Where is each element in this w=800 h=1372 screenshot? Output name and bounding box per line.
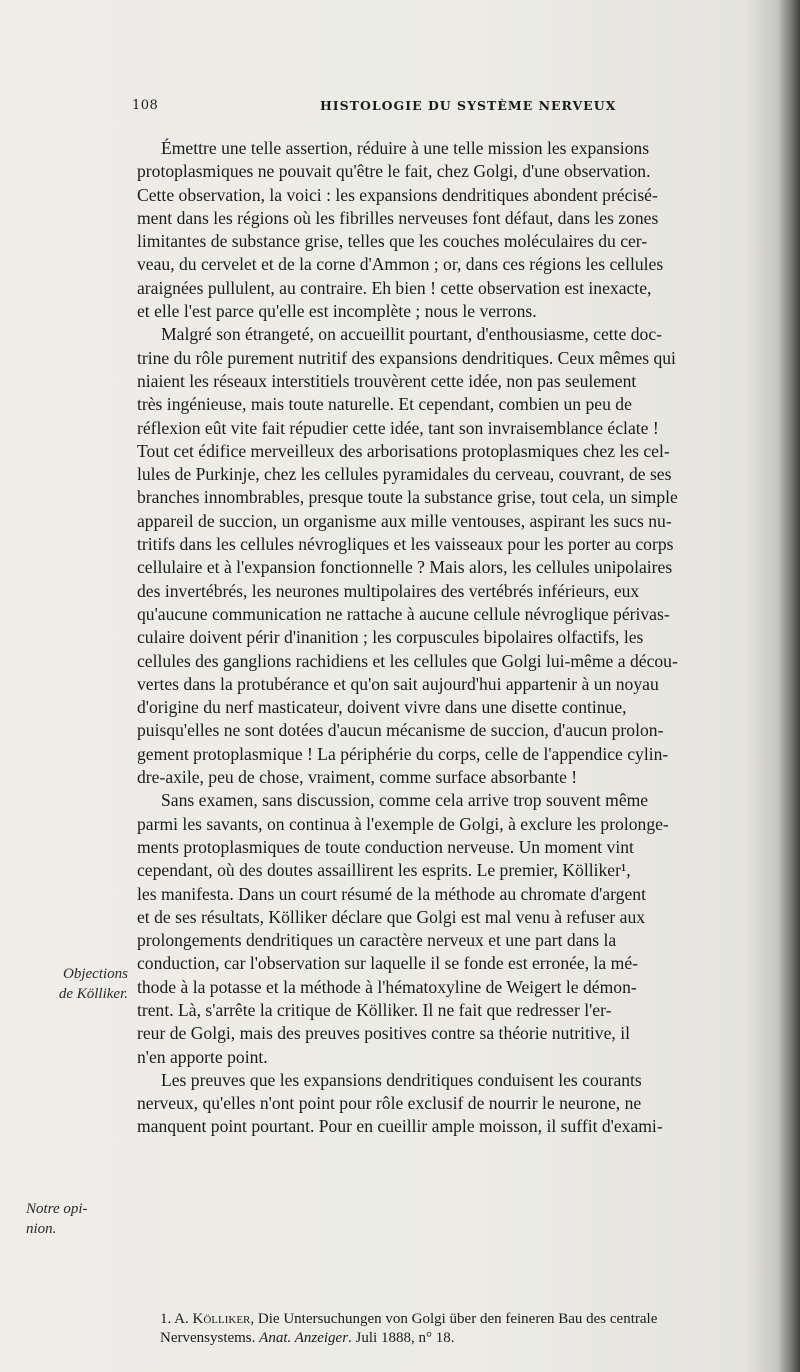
margin-note-line: de Kölliker. <box>58 986 128 1002</box>
text-line: tritifs dans les cellules névrogliques et les vaisseaux pour les porter au corps <box>137 534 674 555</box>
text-line: branches innombrables, presque toute la substance grise, tout cela, un simple <box>137 487 678 508</box>
footnote-line <box>160 1329 800 1348</box>
text-line: et de ses résultats, Kölliker déclare que Golgi est mal venu à refuser aux <box>137 906 646 927</box>
text-line: niaient les réseaux interstitiels trouvèrent cette idée, non pas seulement <box>137 370 637 391</box>
text-line: vertes dans la protubérance et qu'on sait aujourd'hui appartenir à un noyau <box>137 673 659 694</box>
footnote-line <box>160 1310 800 1329</box>
margin-note-line: Notre opi- <box>26 1201 88 1217</box>
text-line: protoplasmiques ne pouvait qu'être le fait, chez Golgi, d'une observation. <box>137 161 651 182</box>
text-line: trine du rôle purement nutritif des expansions dendritiques. Ceux mêmes qui <box>137 347 676 368</box>
text-line: Malgré son étrangeté, on accueillit pourtant, d'enthousiasme, cette doc- <box>161 324 662 345</box>
margin-note-line: Objections <box>63 966 128 982</box>
text-line: n'en apporte point. <box>137 1046 268 1067</box>
text-line: et elle l'est parce qu'elle est incomplète ; nous le verrons. <box>137 301 537 322</box>
margin-note-opinion <box>26 1199 136 1239</box>
text-line: ments protoplasmiques de toute conduction nerveuse. Un moment vint <box>137 836 634 857</box>
text-line: cependant, où des doutes assaillirent les esprits. Le premier, Kölliker¹, <box>137 860 631 881</box>
text-line: très ingénieuse, mais toute naturelle. Et cependant, combien un peu de <box>137 394 632 415</box>
footnote-author: Kölliker <box>192 1311 251 1327</box>
page-number: 108 <box>132 98 159 113</box>
text-line: appareil de succion, un organisme aux mille ventouses, aspirant les sucs nu- <box>137 510 672 531</box>
text-line: cellules des ganglions rachidiens et les cellules que Golgi lui-même a décou- <box>137 650 678 671</box>
text-line: puisqu'elles ne sont dotées d'aucun mécanisme de succion, d'aucun prolon- <box>137 720 664 741</box>
text-line: araignées pullulent, au contraire. Eh bien ! cette observation est inexacte, <box>137 277 652 298</box>
page-header <box>132 98 772 122</box>
text-line: gement protoplasmique ! La périphérie du corps, celle de l'appendice cylin- <box>137 743 669 764</box>
footnote <box>160 1310 800 1348</box>
text-line: ment dans les régions où les fibrilles nerveuses font défaut, dans les zones <box>137 207 659 228</box>
footnote-title: , Die Untersuchungen von Golgi über den feineren Bau des centrale <box>250 1311 658 1327</box>
text-line: Cette observation, la voici : les expansions dendritiques abondent précisé- <box>137 184 658 205</box>
footnote-journal: Anat. Anzeiger <box>259 1330 349 1346</box>
text-line: culaire doivent périr d'inanition ; les corpuscules bipolaires olfactifs, les <box>137 627 644 648</box>
text-line: veau, du cervelet et de la corne d'Ammon ; or, dans ces régions les cellules <box>137 254 664 275</box>
text-line: Émettre une telle assertion, réduire à une telle mission les expansions <box>161 138 650 158</box>
text-line: lules de Purkinje, chez les cellules pyramidales du cerveau, couvrant, de ses <box>137 464 672 485</box>
text-line: des invertébrés, les neurones multipolaires des vertébrés inférieurs, eux <box>137 580 640 601</box>
text-line: Les preuves que les expansions dendritiques conduisent les courants <box>161 1069 642 1090</box>
text-line: conduction, car l'observation sur laquelle il se fonde est erronée, la mé- <box>137 953 638 974</box>
footnote-title-cont: Nervensystems. <box>160 1330 260 1346</box>
text-line: d'origine du nerf masticateur, doivent vivre dans une disette continue, <box>137 697 627 718</box>
text-line: limitantes de substance grise, telles que les couches moléculaires du cer- <box>137 231 648 252</box>
text-line: trent. Là, s'arrête la critique de Kölliker. Il ne fait que redresser l'er- <box>137 999 612 1020</box>
text-line: thode à la potasse et la méthode à l'hématoxyline de Weigert le démon- <box>137 976 637 997</box>
text-line: réflexion eût vite fait répudier cette idée, tant son invraisemblance éclate ! <box>137 417 659 438</box>
text-line: Sans examen, sans discussion, comme cela arrive trop souvent même <box>161 790 649 811</box>
text-line: cellulaire et à l'expansion fonctionnelle ? Mais alors, les cellules unipolaires <box>137 557 673 578</box>
text-line: les manifesta. Dans un court résumé de la méthode au chromate d'argent <box>137 883 646 904</box>
text-line: nerveux, qu'elles n'ont point pour rôle exclusif de nourrir le neurone, ne <box>137 1093 642 1114</box>
text-line: prolongements dendritiques un caractère nerveux et une part dans la <box>137 930 617 951</box>
footnote-date: . Juli 1888, n° 18. <box>348 1330 455 1346</box>
text-line: reur de Golgi, mais des preuves positives contre sa théorie nutritive, il <box>137 1023 630 1044</box>
margin-note-line: nion. <box>26 1221 57 1237</box>
text-line: Tout cet édifice merveilleux des arborisations protoplasmiques chez les cel- <box>137 440 670 461</box>
footnote-number: 1. A. <box>160 1311 193 1327</box>
text-line: qu'aucune communication ne rattache à aucune cellule névroglique périvas- <box>137 603 670 624</box>
running-title: HISTOLOGIE DU SYSTÈME NERVEUX <box>320 98 617 113</box>
text-line: manquent point pourtant. Pour en cueillir ample moisson, il suffit d'exami- <box>137 1116 663 1137</box>
text-line: parmi les savants, on continua à l'exemple de Golgi, à exclure les prolonge- <box>137 813 669 834</box>
margin-note-kolliker <box>14 964 128 1004</box>
text-line: dre-axile, peu de chose, vraiment, comme surface absorbante ! <box>137 767 578 788</box>
body-text <box>137 137 789 1139</box>
